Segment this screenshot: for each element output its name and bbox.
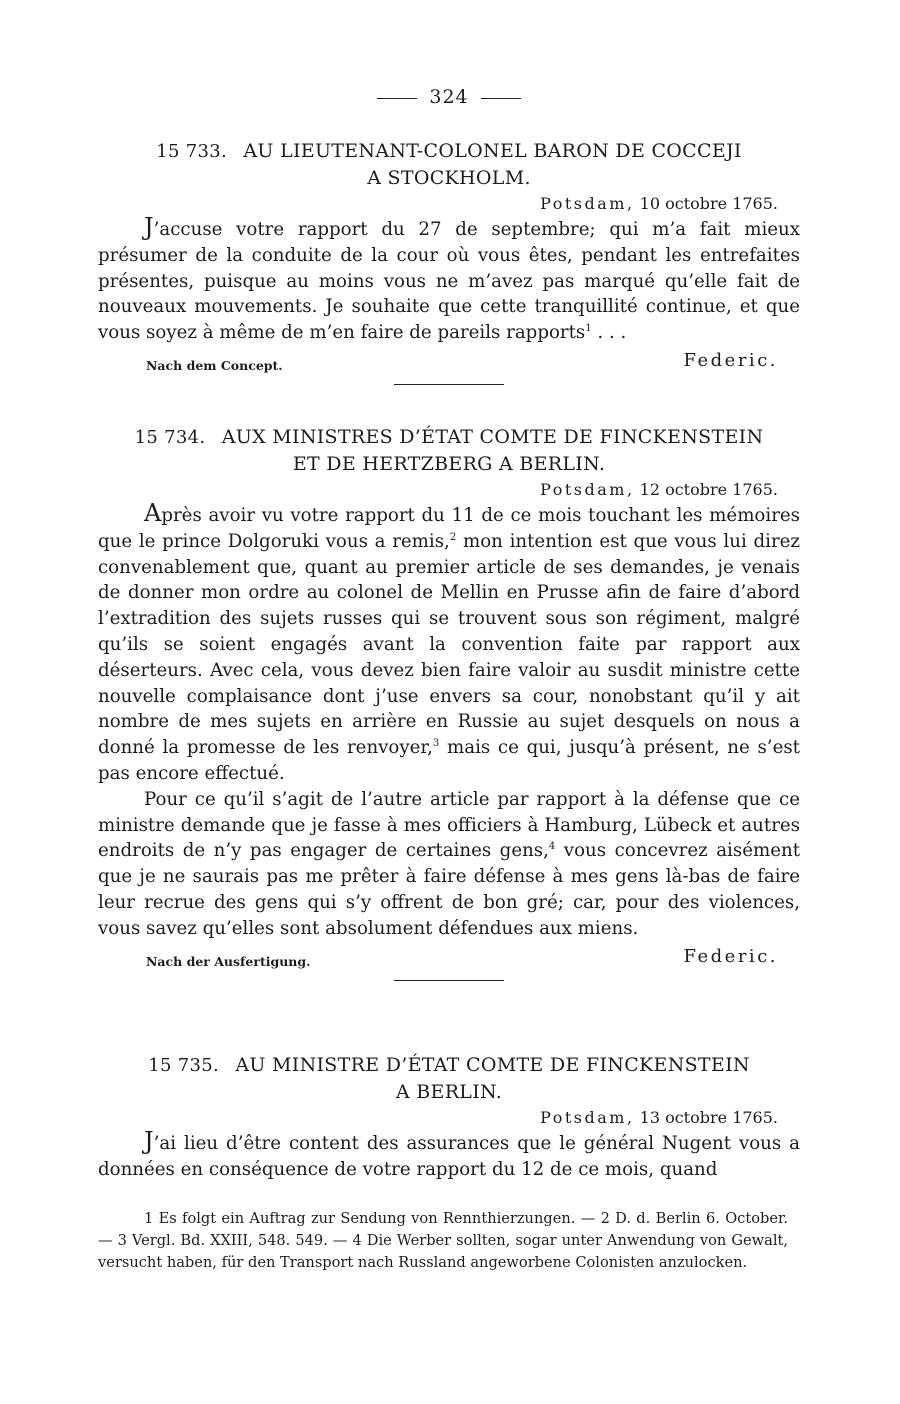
paragraph-text: Pour ce qu’il s’agit de l’autre article par rapport à la défense que ce ministre demande que je fasse à mes officiers à Hamburg, Lübeck et autres endroits de n’y pas engager de certaines gens,: [98, 788, 800, 862]
letter-body: [98, 1129, 800, 1183]
header-rule-right: [481, 98, 521, 99]
letter-title-line2: ET DE HERTZBERG A BERLIN.: [292, 453, 606, 475]
letter-footer: [98, 946, 800, 970]
letter-title-line1: AU MINISTRE D’ÉTAT COMTE DE FINCKENSTEIN: [235, 1054, 750, 1076]
paragraph-text-end: vous concevrez aisément que je ne saurais pas me prêter à faire défense à mes gens là-bas de faire leur recrue des gens qui s’y offrent de bon gré; car, pour des violences, vous savez qu’elles sont absolument défendues aux miens.: [98, 840, 800, 939]
section-divider: [394, 384, 504, 385]
initial-letter: J: [144, 213, 154, 241]
section-divider: [394, 980, 504, 981]
letter-title: [98, 138, 800, 191]
date: 12 octobre 1765.: [639, 480, 778, 499]
letter-15734: [98, 424, 800, 981]
footnote-ref: 3: [432, 738, 440, 750]
letter-title-line1: AU LIEUTENANT-COLONEL BARON DE COCCEJI: [243, 140, 742, 162]
dateline: [98, 193, 800, 215]
paragraph-text-cont: mon intention est que vous lui direz convenablement que, quant au premier article de ses demandes, je venais de donner mon ordre au colonel de Mellin en Prusse afin de faire d’abord l’extradition des sujets russes qui se trouvent sous son régiment, malgré qu’ils se soient engagés avant la convention faite par rapport aux déserteurs. Avec cela, vous devez bien faire valoir au susdit ministre cette nouvelle complaisance dont j’use envers sa cour, nonobstant qu’il y ait nombre de mes sujets en arrière en Russie au sujet desquels on nous a donné la promesse de les renvoyer,: [98, 530, 800, 759]
letter-title-line2: A STOCKHOLM.: [367, 167, 531, 189]
letter-body: [98, 501, 800, 942]
place: Potsdam,: [540, 480, 635, 499]
signature: Federic.: [683, 945, 778, 967]
date: 10 octobre 1765.: [639, 194, 778, 213]
letter-title: [98, 1052, 800, 1105]
letter-number: 15 733.: [156, 141, 228, 162]
source-note: Nach der Ausfertigung.: [146, 953, 311, 969]
paragraph-text-end: . . .: [591, 322, 627, 344]
place: Potsdam,: [540, 1108, 635, 1127]
paragraph: [98, 787, 800, 942]
page-header: [98, 86, 800, 108]
paragraph-text: près avoir vu votre rapport du 11 de ce mois touchant les mémoires que le prince Dolgoruki vous a remis,: [98, 505, 800, 552]
paragraph-text-end: mais ce qui, jusqu’à présent, ne s’est pas encore effectué.: [98, 737, 800, 784]
letter-title: [98, 424, 800, 477]
initial-letter: A: [144, 499, 162, 527]
source-note: Nach dem Concept.: [146, 357, 283, 373]
header-rule-left: [377, 98, 417, 99]
letter-body: [98, 215, 800, 346]
footnote-ref: 4: [548, 841, 556, 853]
letter-number: 15 734.: [134, 427, 206, 448]
letter-number: 15 735.: [148, 1055, 219, 1076]
dateline: [98, 479, 800, 501]
paragraph: [98, 1129, 800, 1183]
footnote-ref: 1: [585, 323, 592, 335]
footnote-ref: 2: [449, 531, 457, 543]
paragraph: [98, 215, 800, 346]
page-number: 324: [429, 86, 469, 108]
paragraph: [98, 501, 800, 787]
paragraph-text: ’accuse votre rapport du 27 de septembre; qui m’a fait mieux présumer de la conduite de la cour où vous êtes, pendant les entrefaites présentes, puisque au moins vous ne m’avez pas marqué qu’elle fait de nouveaux mouvements. Je souhaite que cette tranquillité continue, et que vous soyez à même de m’en faire de pareils rapports: [98, 219, 800, 344]
initial-letter: J: [144, 1127, 154, 1155]
letter-title-line2: A BERLIN.: [395, 1081, 503, 1103]
paragraph-text: ’ai lieu d’être content des assurances que le général Nugent vous a données en conséquence de votre rapport du 12 de ce mois, quand: [98, 1133, 800, 1180]
letter-footer: [98, 350, 800, 374]
place: Potsdam,: [540, 194, 635, 213]
signature: Federic.: [683, 349, 778, 371]
date: 13 octobre 1765.: [639, 1108, 778, 1127]
letter-15735: [98, 1052, 800, 1183]
footnotes: [98, 1208, 788, 1274]
letter-title-line1: AUX MINISTRES D’ÉTAT COMTE DE FINCKENSTEIN: [221, 426, 764, 448]
letter-15733: [98, 138, 800, 385]
dateline: [98, 1107, 800, 1129]
footnote-text: 1 Es folgt ein Auftrag zur Sendung von Rennthierzungen. — 2 D. d. Berlin 6. October. — 3 Vergl. Bd. XXIII, 548. 549. — 4 Die Werber sollten, sogar unter Anwendung von Gewalt, versucht haben, für den Transport nach Russland angeworbene Colonisten anzulocken.: [98, 1210, 788, 1271]
